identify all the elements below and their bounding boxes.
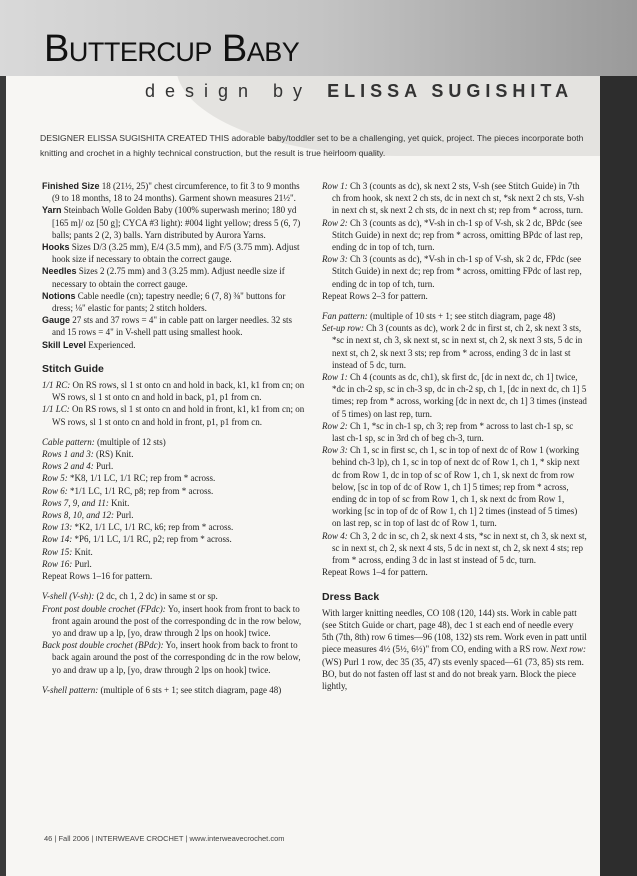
left-column (42, 180, 307, 696)
byline (145, 81, 573, 102)
vshell-definition: V-shell (V-sh): (2 dc, ch 1, 2 dc) in same st or sp. (42, 591, 218, 602)
stitch-rc: 1/1 RC: On RS rows, sl 1 st onto cn and hold in back, k1, k1 from cn; on WS rows, sl 1 st onto cn and hold in back, p1, p1 from cn. (42, 380, 305, 403)
fan-row: Row 1: Ch 4 (counts as dc, ch1), sk first dc, [dc in next dc, ch 1] twice, *dc in ch-2 sp, sc in ch-3 sp, dc in ch-2 sp, ch 1, [dc in next dc, ch 1] 5 times; rep from * across, working [dc in next dc, ch 1] 3 times (instead of 5 times) on last rep, turn. (322, 372, 587, 419)
fpdc-definition: Front post double crochet (FPdc): Yo, insert hook from front to back to front again around the post of the corresponding dc in the row below, yo and draw up a lp, [yo, draw through 2 lps on hook] twice. (42, 603, 302, 638)
fan-repeat: Repeat Rows 1–4 for pattern. (322, 567, 428, 578)
cable-repeat: Repeat Rows 1–16 for pattern. (42, 571, 153, 582)
fan-row: Set-up row: Ch 3 (counts as dc), work 2 dc in first st, ch 2, sk next 3 sts, *sc in next st, ch 3, sk next st, sc in next st, ch 2, sk next 3 sts, 5 dc in next st, ch 2, sk next 3 sts; rep from * across, ending 3 dc in last st instead of 5 dc, turn. (322, 323, 583, 370)
cable-row: Rows 8, 10, and 12: Purl. (42, 510, 134, 521)
vshell-pattern-heading: V-shell pattern: (multiple of 6 sts + 1; see stitch diagram, page 48) (42, 684, 282, 695)
cable-row: Row 15: Knit. (42, 546, 93, 557)
vshell-row: Row 1: Ch 3 (counts as dc), sk next 2 sts, V-sh (see Stitch Guide) in 7th ch from hook, sk next 2 ch sts, dc in next ch st, *sk next 2 ch sts, V-sh in next ch st, sk next 2 ch sts, dc in next ch st; rep from * across, turn. (322, 181, 584, 216)
spec-skill-level: Skill Level Experienced. (42, 339, 136, 350)
cable-row: Row 14: *P6, 1/1 LC, 1/1 RC, p2; rep from * across. (42, 534, 232, 545)
fan-row: Row 2: Ch 1, *sc in ch-1 sp, ch 3; rep from * across to last ch-1 sp, sc last ch-1 sp, sc in 3rd ch of beg ch-3, turn. (322, 420, 574, 444)
page-footer: 46 | Fall 2006 | INTERWEAVE CROCHET | www.interweavecrochet.com (44, 834, 285, 843)
spec-hooks: Hooks Sizes D/3 (3.25 mm), E/4 (3.5 mm), and F/5 (3.75 mm). Adjust hook size if necessary to obtain the correct gauge. (42, 242, 300, 265)
stitch-guide-heading: Stitch Guide (42, 362, 104, 375)
dress-back-text: With larger knitting needles, CO 108 (120, 144) sts. Work in cable patt (see Stitch Guide or chart, page 48), dec 1 st each end of needle every 5th (7th, 8th) row 6 times—96 (108, 132) sts rem. Work even in patt until piece measures 4½ (5½, 6½)" from CO, ending with a RS row. Next row: (WS) Purl 1 row, dec 35 (35, 47) sts evenly spaced—61 (73, 85) sts rem. BO, but do not fasten off last st and do not break yarn. Block the piece lightly, (322, 607, 587, 691)
scan-right-edge (600, 76, 637, 876)
cable-row: Row 13: *K2, 1/1 LC, 1/1 RC, k6; rep from * across. (42, 522, 234, 533)
vshell-row: Row 3: Ch 3 (counts as dc), *V-sh in ch-1 sp of V-sh, sk 2 dc, FPdc (see Stitch Guide) in next dc; rep from * across, omitting FPdc of last rep, ending dc in top of tch, turn. (322, 254, 582, 289)
cable-row: Rows 1 and 3: (RS) Knit. (42, 449, 134, 460)
cable-row: Row 16: Purl. (42, 558, 92, 569)
spec-needles: Needles Sizes 2 (2.75 mm) and 3 (3.25 mm). Adjust needle size if necessary to obtain the correct gauge. (42, 266, 285, 289)
intro-lead: DESIGNER ELISSA SUGISHITA CREATED THIS (40, 133, 230, 143)
spec-notions: Notions Cable needle (cn); tapestry needle; 6 (7, 8) ⅜" buttons for dress; ⅛" elastic for pants; 2 stitch holders. (42, 290, 286, 314)
bpdc-definition: Back post double crochet (BPdc): Yo, insert hook from back to front to back again around the post of the corresponding dc in the row below, yo and draw up a lp, [yo, draw through 2 lps on hook] twice. (42, 640, 301, 675)
cable-row: Rows 2 and 4: Purl. (42, 461, 114, 472)
vshell-row: Row 2: Ch 3 (counts as dc), *V-sh in ch-1 sp of V-sh, sk 2 dc, BPdc (see Stitch Guide) in next dc; rep from * across, omitting BPdc of last rep, ending dc in top of tch, turn. (322, 217, 583, 253)
fan-row: Row 3: Ch 1, sc in first sc, ch 1, sc in top of next dc of Row 1 (working behind ch-3 lp), ch 1, sc in top of next dc of Row 1, ch 1, * skip next dc from Row 1, dc in top of sc of Row 1, ch 1, sk next dc from row below, [sc in top of dc of Row 1, ch 1] 5 times; rep from * across, ending dc in top of sc from Row 1, ch 1, sk next dc from Row 1, working [sc in top of dc of Row 1, ch 1] 2 times (instead of 5 times) on last rep, sc in top of last dc of Row 1, turn. (322, 445, 580, 529)
cable-row: Row 6: *1/1 LC, 1/1 RC, p8; rep from * across. (42, 485, 214, 496)
spec-gauge: Gauge 27 sts and 37 rows = 4" in cable patt on larger needles. 32 sts and 15 rows = 4" in V-shell patt using smallest hook. (42, 315, 293, 338)
byline-prefix: design by (145, 81, 313, 101)
cable-row: Row 5: *K8, 1/1 LC, 1/1 RC; rep from * across. (42, 473, 216, 484)
right-column (322, 180, 587, 692)
stitch-lc: 1/1 LC: On RS rows, sl 1 st onto cn and hold in front, k1, k1 from cn; on WS rows, sl 1 st onto cn and hold in front, p1, p1 from cn. (42, 404, 305, 427)
spec-finished-size: Finished Size 18 (21½, 25)" chest circumference, to fit 3 to 9 months (9 to 18 months, 18 to 24 months). Garment shown measures 21½". (42, 181, 300, 204)
cable-row: Rows 7, 9, and 11: Knit. (42, 497, 130, 508)
intro-text: adorable baby/toddler set to be a challenging, yet quick, project. The pieces incorporate both knitting and crochet in a highly technical construction, but the result is true heirloom quality. (40, 133, 584, 158)
pattern-title: Buttercup Baby (44, 28, 300, 70)
intro-paragraph (40, 131, 592, 161)
dress-back-heading: Dress Back (322, 590, 380, 603)
cable-pattern-heading: Cable pattern: (multiple of 12 sts) (42, 436, 166, 447)
vshell-repeat: Repeat Rows 2–3 for pattern. (322, 290, 428, 301)
fan-pattern-heading: Fan pattern: (multiple of 10 sts + 1; see stitch diagram, page 48) (322, 311, 556, 322)
spec-yarn: Yarn Steinbach Wolle Golden Baby (100% superwash merino; 180 yd [165 m]/ oz [50 g]; CYCA #3 light): #004 light yellow; dress 5 (6, 7) balls; pants 2 (2, 3) balls. Yarn distributed by Aurora Yarns. (42, 205, 301, 240)
fan-row: Row 4: Ch 3, 2 dc in sc, ch 2, sk next 4 sts, *sc in next st, ch 3, sk next st, sc in next st, ch 2, sk next 4 sts, 5 dc in next st, ch 2, sk next 4 sts; rep from * across, ending 3 dc in last st instead of 5 dc, turn. (322, 530, 587, 566)
byline-designer: ELISSA SUGISHITA (327, 81, 574, 101)
